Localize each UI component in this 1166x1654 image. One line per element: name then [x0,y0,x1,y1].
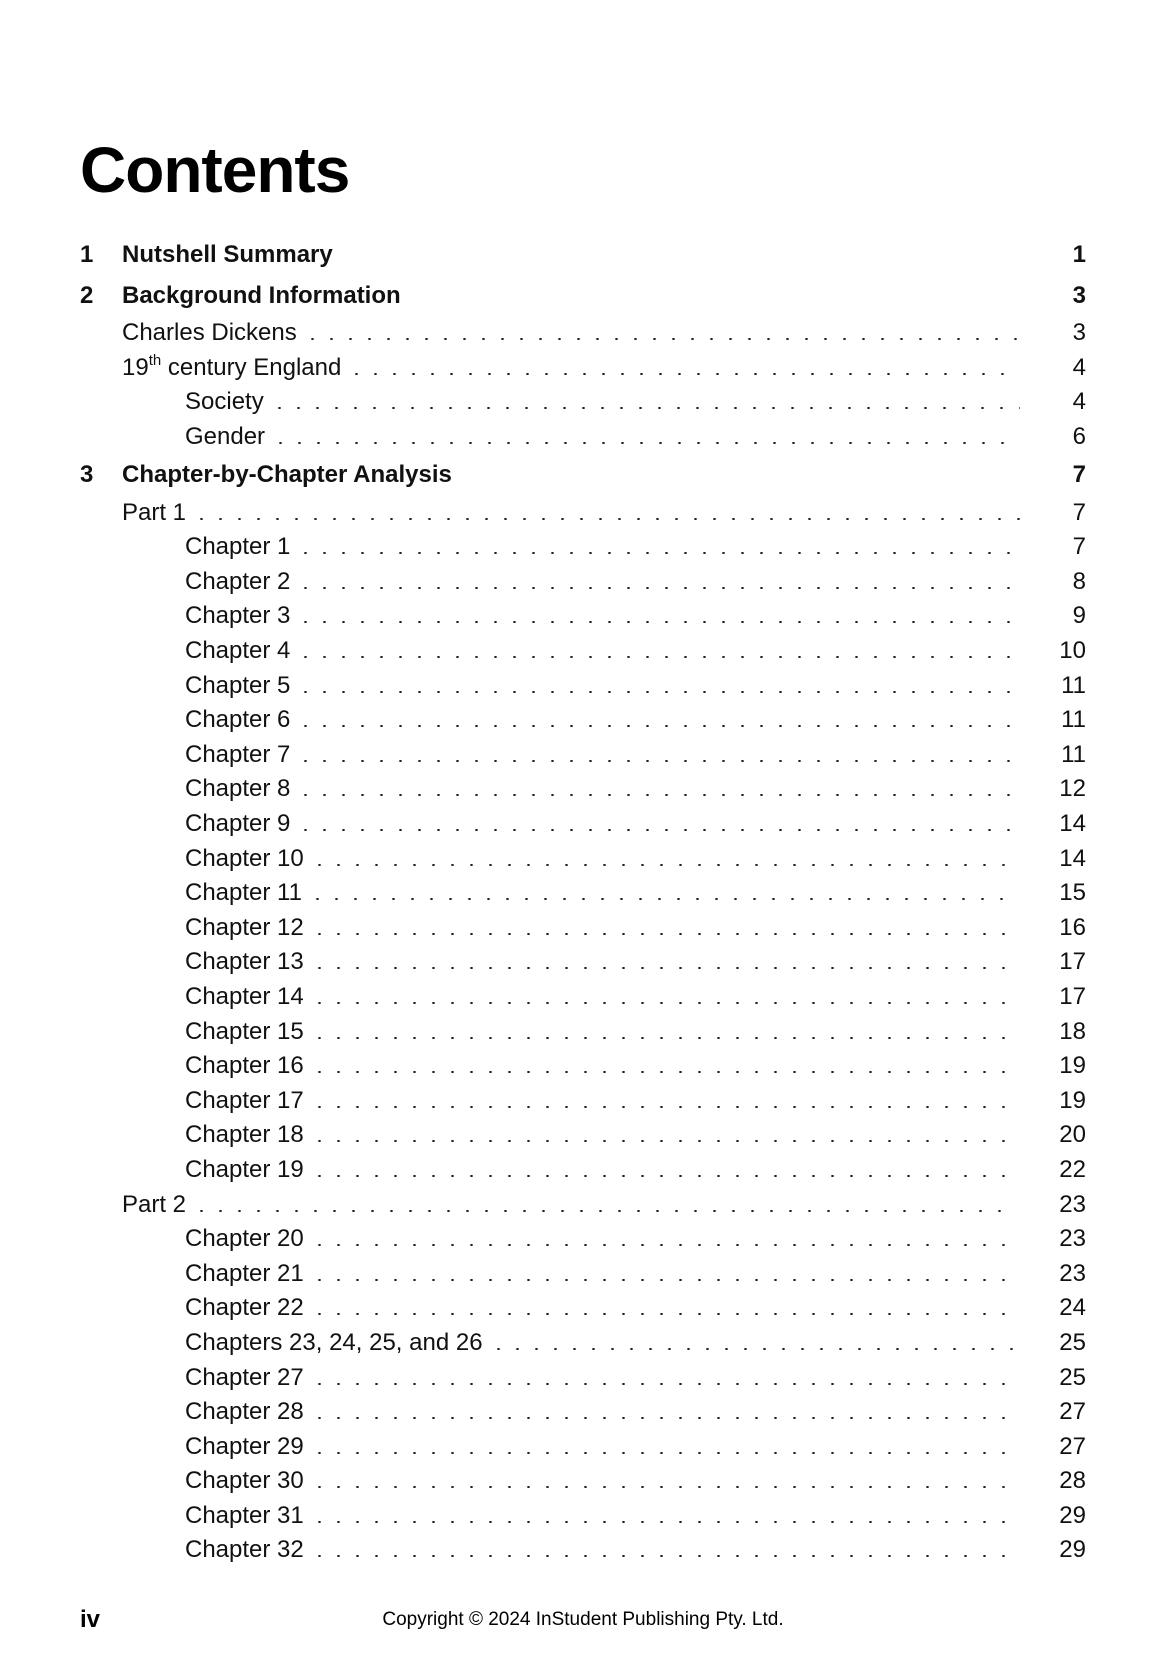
toc-page-number: 10 [1059,637,1086,665]
dot-leader [296,656,1017,658]
toc-page-number: 11 [1061,740,1086,768]
dot-leader [310,1452,1018,1454]
toc-entry-title-superscript: th [148,351,162,369]
toc-entry-title: Chapter 18 [185,1121,304,1149]
toc-entry[interactable] [80,911,1086,946]
toc-page-number: 22 [1059,1155,1086,1183]
toc-entry-title: Part 2 [122,1190,187,1218]
toc-page-number: 28 [1059,1467,1086,1495]
toc-entry-title: Chapter 28 [185,1398,304,1426]
toc-page-number: 9 [1072,602,1086,630]
toc-entry-title: Chapter 30 [185,1467,304,1495]
toc-entry-title: Chapter 32 [185,1536,304,1564]
dot-leader [296,691,1019,693]
toc-page-number: 6 [1072,423,1086,451]
toc-page-number: 3 [1072,281,1086,309]
toc-entry[interactable] [80,1222,1086,1257]
toc-page-number: 14 [1059,844,1086,872]
dot-leader [296,552,1020,554]
dot-leader [303,338,1020,340]
toc-entry-title: Chapter 15 [185,1017,304,1045]
dot-leader [296,587,1020,589]
toc-entry[interactable] [80,316,1086,351]
toc-page-number: 25 [1059,1328,1086,1356]
toc-entry[interactable] [80,1395,1086,1430]
toc-page-number: 1 [1072,241,1086,268]
toc-entry-title: Chapter 22 [185,1294,304,1322]
dot-leader [310,1417,1018,1419]
toc-section-entry[interactable] [80,454,1086,495]
toc-entry[interactable] [80,420,1086,455]
toc-entry[interactable] [80,980,1086,1015]
toc-entry[interactable] [80,1464,1086,1499]
toc-page-number: 4 [1072,353,1086,381]
copyright-notice: Copyright © 2024 InStudent Publishing Pty. Ltd. [382,1609,784,1630]
toc-page-number: 14 [1059,810,1086,838]
toc-page-number: 19 [1059,1086,1086,1114]
toc-entry-title: Chapter 21 [185,1259,304,1287]
toc-entry-title: Chapter 14 [185,982,304,1010]
toc-section-entry[interactable] [80,235,1086,275]
toc-entry[interactable] [80,1187,1086,1222]
dot-leader [296,725,1019,727]
toc-entry-title: Chapters 23, 24, 25, and 26 [185,1328,483,1356]
toc-entry-title-suffix: century England [161,353,342,381]
dot-leader [192,518,1020,520]
toc-entry[interactable] [80,599,1086,634]
toc-entry[interactable] [80,1533,1086,1568]
toc-entry-title: Chapter 17 [185,1086,304,1114]
toc-entry-title: Chapter 13 [185,948,304,976]
dot-leader [271,442,1020,444]
dot-leader [296,794,1017,796]
toc-entry-title: Chapter 7 [185,740,291,768]
dot-leader [310,1383,1018,1385]
dot-leader [310,1175,1018,1177]
toc-entry-title: Chapter 27 [185,1363,304,1391]
dot-leader [310,1279,1018,1281]
toc-entry[interactable] [80,703,1086,738]
toc-page-number: 23 [1059,1190,1086,1218]
toc-entry-title: Chapter 31 [185,1501,304,1529]
toc-entry[interactable] [80,1014,1086,1049]
toc-section-number: 2 [80,281,94,309]
toc-page-number: 25 [1059,1363,1086,1391]
toc-entry-title: Chapter 20 [185,1225,304,1253]
toc-entry[interactable] [80,1499,1086,1534]
dot-leader [310,967,1018,969]
toc-entry-title: Gender [185,423,266,451]
toc-entry-title: Chapter 19 [185,1155,304,1183]
toc-page-number: 7 [1072,460,1086,488]
toc-entry-title: Chapter 2 [185,567,291,595]
dot-leader [489,1348,1018,1350]
dot-leader [310,1037,1018,1039]
table-of-contents [80,235,1086,1568]
toc-entry[interactable] [80,738,1086,773]
toc-entry-title: Chapter 29 [185,1432,304,1460]
dot-leader [310,1002,1018,1004]
toc-entry[interactable] [80,807,1086,842]
toc-section-title: Chapter-by-Chapter Analysis [122,460,452,488]
toc-page-number: 29 [1059,1536,1086,1564]
toc-page-number: 16 [1059,913,1086,941]
toc-entry-title: Chapter 10 [185,844,304,872]
toc-entry-title: Chapter 12 [185,913,304,941]
dot-leader [310,1555,1018,1557]
toc-section-title: Background Information [122,281,401,309]
toc-entry-title [122,351,342,382]
toc-entry[interactable] [80,1118,1086,1153]
toc-entry-title: Society [185,388,264,416]
toc-page-number: 11 [1061,706,1086,734]
toc-entry-title: Chapter 5 [185,671,291,699]
toc-entry-title: Chapter 11 [185,879,302,907]
dot-leader [310,1071,1018,1073]
toc-section-entry[interactable] [80,275,1086,316]
toc-section-title: Nutshell Summary [122,241,333,268]
toc-entry[interactable] [80,351,1086,386]
toc-page-number: 8 [1072,567,1086,595]
toc-entry-title: Chapter 8 [185,775,291,803]
toc-page-number: 29 [1059,1501,1086,1529]
dot-leader [347,373,1020,375]
dot-leader [310,1244,1018,1246]
toc-entry[interactable] [80,1326,1086,1361]
toc-page-number: 17 [1059,982,1086,1010]
toc-entry-title: Chapter 4 [185,637,291,665]
toc-page-number: 11 [1061,671,1086,699]
toc-entry-title: Chapter 16 [185,1052,304,1080]
dot-leader [310,1486,1018,1488]
toc-entry[interactable] [80,1360,1086,1395]
toc-page-number: 15 [1059,879,1086,907]
page-title: Contents [80,134,350,206]
toc-page-number: 27 [1059,1432,1086,1460]
toc-page-number: 23 [1059,1225,1086,1253]
toc-section-number: 1 [80,241,94,268]
dot-leader [310,933,1018,935]
toc-page-number: 18 [1059,1017,1086,1045]
dot-leader [296,621,1020,623]
toc-entry[interactable] [80,385,1086,420]
dot-leader [296,760,1019,762]
dot-leader [270,407,1020,409]
toc-entry[interactable] [80,530,1086,565]
toc-page-number: 12 [1059,775,1086,803]
toc-page-number: 3 [1072,319,1086,347]
dot-leader [296,829,1017,831]
toc-page-number: 24 [1059,1294,1086,1322]
toc-page-number: 7 [1072,533,1086,561]
toc-entry[interactable] [80,841,1086,876]
toc-entry[interactable] [80,876,1086,911]
toc-entry[interactable] [80,1083,1086,1118]
toc-entry[interactable] [80,1291,1086,1326]
dot-leader [310,1140,1018,1142]
dot-leader [310,864,1018,866]
toc-page-number: 4 [1072,388,1086,416]
toc-entry[interactable] [80,634,1086,669]
dot-leader [308,898,1017,900]
toc-entry-title: Chapter 9 [185,810,291,838]
toc-entry[interactable] [80,1256,1086,1291]
toc-entry-title: Part 1 [122,498,187,526]
toc-entry[interactable] [80,1429,1086,1464]
toc-entry[interactable] [80,668,1086,703]
toc-page-number: 17 [1059,948,1086,976]
toc-page-number: 7 [1072,498,1086,526]
toc-page-number: 23 [1059,1259,1086,1287]
dot-leader [310,1313,1018,1315]
toc-page-number: 20 [1059,1121,1086,1149]
toc-entry[interactable] [80,945,1086,980]
page-number: iv [80,1606,101,1633]
toc-entry[interactable] [80,565,1086,600]
toc-entry[interactable] [80,495,1086,530]
toc-entry[interactable] [80,1049,1086,1084]
dot-leader [310,1106,1018,1108]
toc-section-number: 3 [80,460,94,488]
dot-leader [192,1210,1017,1212]
toc-entry-title-prefix: 19 [122,353,149,381]
toc-entry-title: Chapter 1 [185,533,291,561]
toc-entry-title: Charles Dickens [122,319,297,347]
toc-entry[interactable] [80,772,1086,807]
toc-page-number: 27 [1059,1398,1086,1426]
toc-entry[interactable] [80,1153,1086,1188]
dot-leader [310,1521,1018,1523]
toc-entry-title: Chapter 6 [185,706,291,734]
toc-entry-title: Chapter 3 [185,602,291,630]
toc-page-number: 19 [1059,1052,1086,1080]
